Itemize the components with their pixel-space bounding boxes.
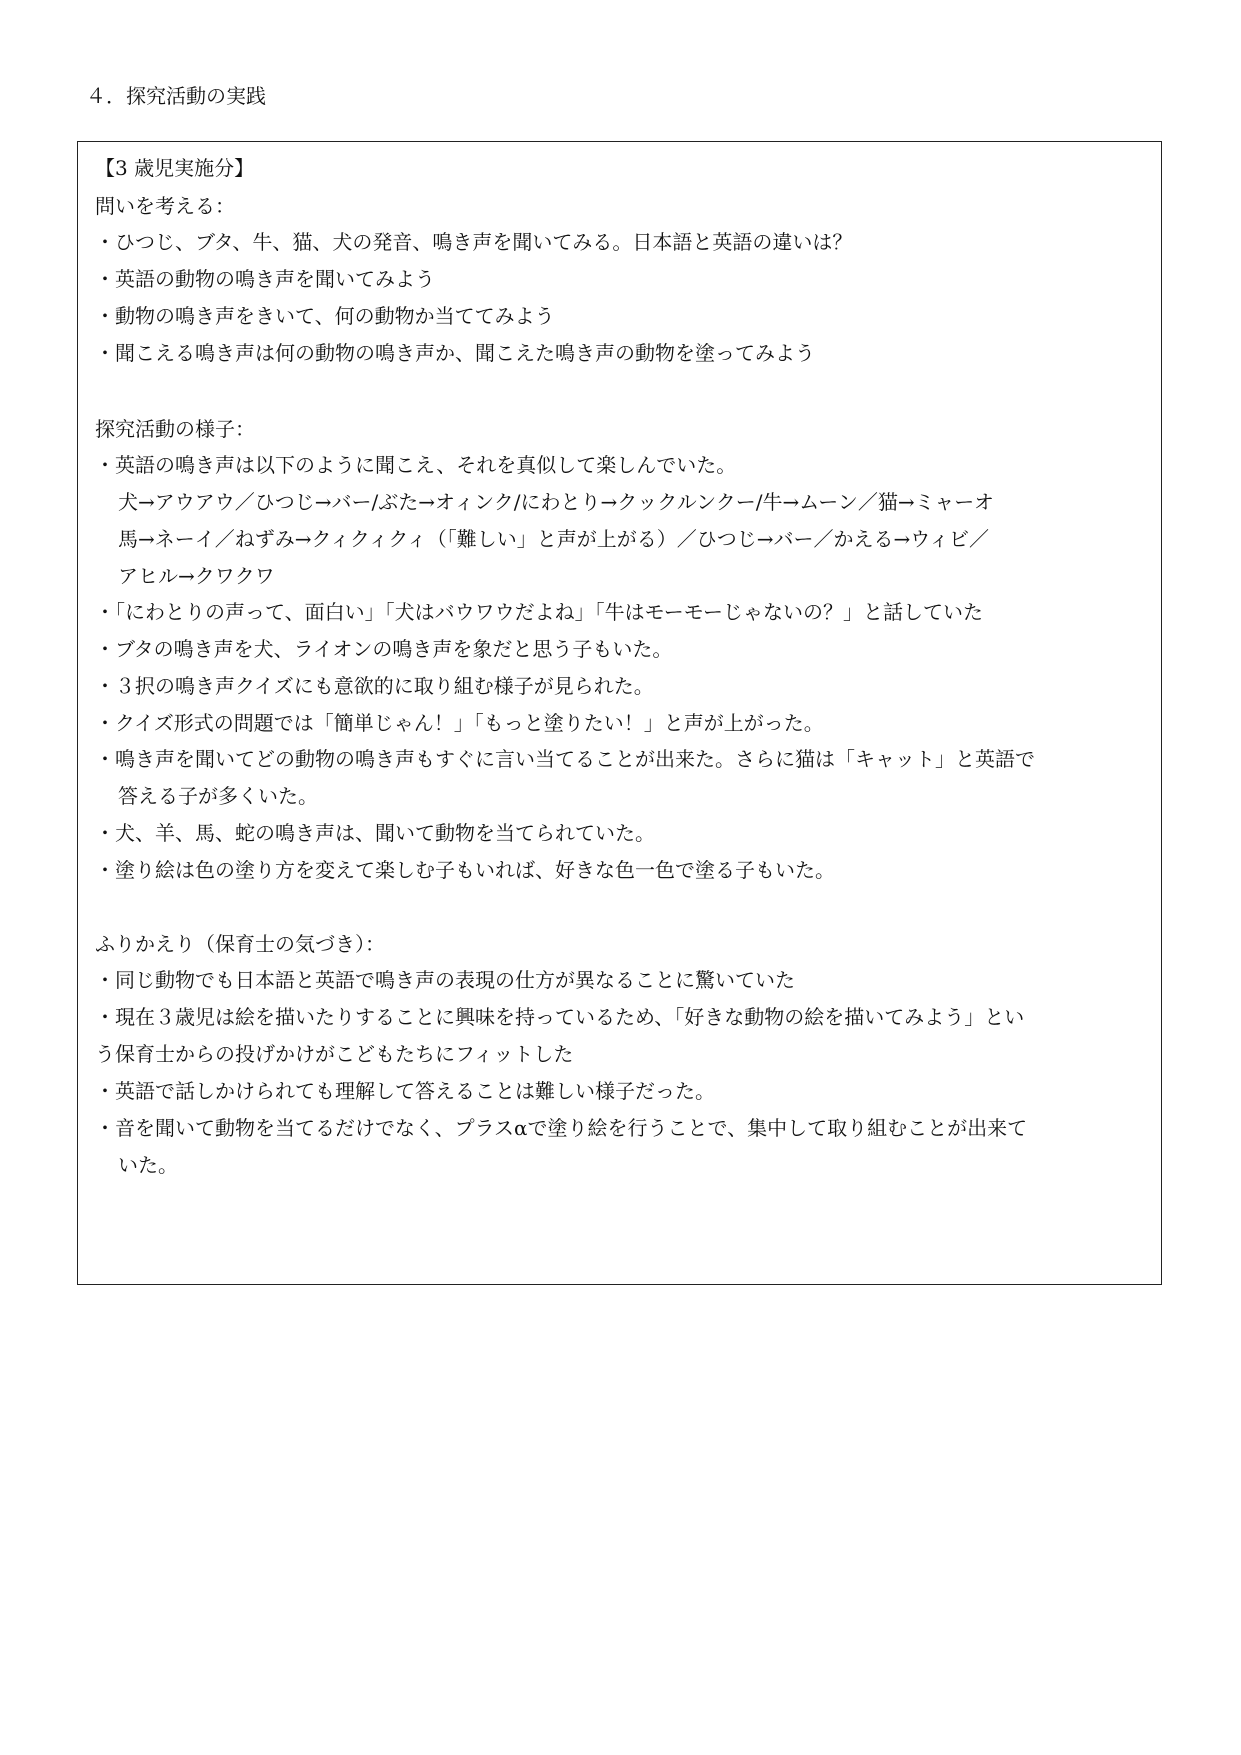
activity-item: ・英語の鳴き声は以下のように聞こえ、それを真似して楽しんでいた。 [95,453,737,477]
activity-item-continuation: アヒル→クワクワ [118,564,275,588]
question-item: ・聞こえる鳴き声は何の動物の鳴き声か、聞こえた鳴き声の動物を塗ってみよう [95,341,815,365]
activity-item-continuation: 馬→ネーイ／ねずみ→クィクィクィ（「難しい」と声が上がる）／ひつじ→バー／かえる→ウィビ／ [118,527,990,551]
questions-heading: 問いを考える： [95,194,235,218]
section-title: ４．探究活動の実践 [86,84,266,108]
activity-item-continuation: 犬→アウアウ／ひつじ→バー/ぶた→オィンク/にわとり→クックルンクー/牛→ムーン／猫→ミャーオ [118,490,994,514]
activity-item: ・犬、羊、馬、蛇の鳴き声は、聞いて動物を当てられていた。 [95,821,655,845]
activity-item: ・ブタの鳴き声を犬、ライオンの鳴き声を象だと思う子もいた。 [95,637,673,661]
reflection-item: ・同じ動物でも日本語と英語で鳴き声の表現の仕方が異なることに驚いていた [95,968,795,992]
activity-item: ・クイズ形式の問題では「簡単じゃん！」「もっと塗りたい！」と声が上がった。 [95,711,824,735]
box-label: 【3 歳児実施分】 [95,156,255,180]
reflection-heading: ふりかえり（保育士の気づき）： [95,932,385,956]
reflection-item-continuation: いた。 [118,1153,178,1177]
reflection-item: ・英語で話しかけられても理解して答えることは難しい様子だった。 [95,1079,715,1103]
activity-heading: 探究活動の様子： [95,417,255,441]
reflection-item: ・現在３歳児は絵を描いたりすることに興味を持っているため、「好きな動物の絵を描いてみよう」とい [95,1005,1025,1029]
activity-item: ・３択の鳴き声クイズにも意欲的に取り組む様子が見られた。 [95,674,654,698]
question-item: ・動物の鳴き声をきいて、何の動物か当ててみよう [95,304,555,328]
activity-item: ・塗り絵は色の塗り方を変えて楽しむ子もいれば、好きな色一色で塗る子もいた。 [95,858,835,882]
activity-item: ・鳴き声を聞いてどの動物の鳴き声もすぐに言い当てることが出来た。さらに猫は「キャット」と英語で [95,747,1035,771]
reflection-item-continuation: う保育士からの投げかけがこどもたちにフィットした [95,1042,574,1066]
activity-item: ・「にわとりの声って、面白い」「犬はバウワウだよね」「牛はモーモーじゃないの？」と話していた [95,600,983,624]
question-item: ・ひつじ、ブタ、牛、猫、犬の発音、鳴き声を聞いてみる。日本語と英語の違いは？ [95,230,853,254]
activity-item-continuation: 答える子が多くいた。 [118,784,318,808]
reflection-item: ・音を聞いて動物を当てるだけでなく、プラスαで塗り絵を行うことで、集中して取り組むことが出来て [95,1116,1028,1140]
question-item: ・英語の動物の鳴き声を聞いてみよう [95,267,435,291]
